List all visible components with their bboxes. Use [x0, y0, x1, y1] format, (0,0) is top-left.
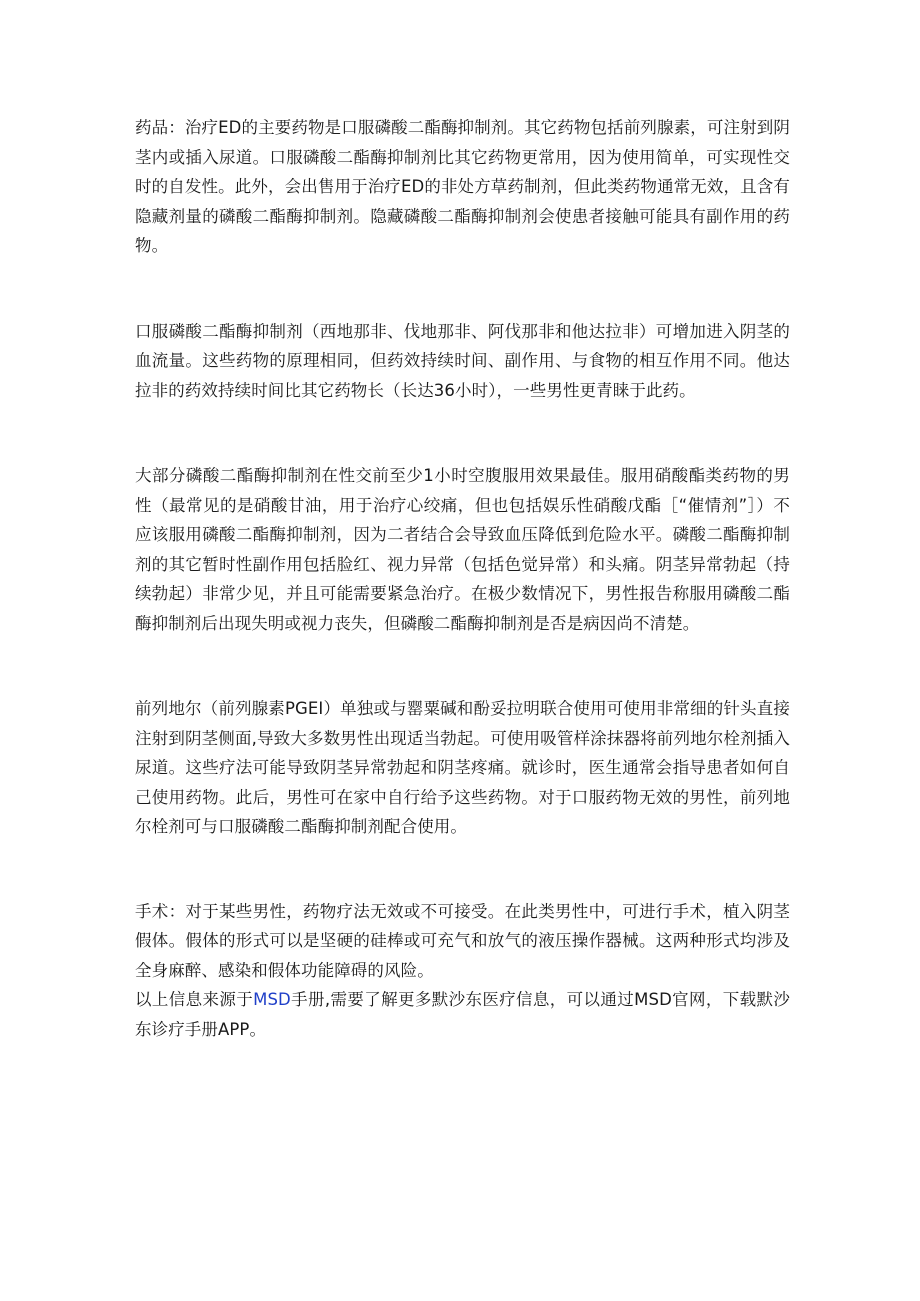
paragraph-spacer — [135, 405, 790, 461]
paragraph-medications: 药品：治疗ED的主要药物是口服磷酸二酯酶抑制剂。其它药物包括前列腺素，可注射到阴茎内或插入尿道。口服磷酸二酯酶抑制剂比其它药物更常用，因为使用简单，可实现性交时的自发性。此外，会出售用于治疗ED的非处方草药制剂，但此类药物通常无效，且含有隐藏剂量的磷酸二酯酶抑制剂。隐藏磷酸二酯酶抑制剂会使患者接触可能具有副作用的药物。 — [135, 118, 790, 255]
paragraph-surgery: 手术：对于某些男性，药物疗法无效或不可接受。在此类男性中，可进行手术，植入阴茎假体。假体的形式可以是坚硬的硅棒或可充气和放气的液压操作器械。这两种形式均涉及全身麻醉、感染和假体功能障碍的风险。 — [135, 901, 790, 980]
msd-link[interactable]: MSD — [253, 990, 291, 1009]
paragraph-spacer — [135, 261, 790, 317]
paragraph-spacer — [135, 842, 790, 897]
source-note — [135, 985, 790, 1044]
paragraph-alprostadil: 前列地尔（前列腺素PGEI）单独或与罂粟碱和酚妥拉明联合使用可使用非常细的针头直接注射到阴茎侧面,导致大多数男性出现适当勃起。可使用吸管样涂抹器将前列地尔栓剂插入尿道。这些疗法可能导致阴茎异常勃起和阴茎疼痛。就诊时，医生通常会指导患者如何自己使用药物。此后，男性可在家中自行给予这些药物。对于口服药物无效的男性，前列地尔栓剂可与口服磷酸二酯酶抑制剂配合使用。 — [135, 699, 790, 836]
paragraph-spacer — [135, 638, 790, 694]
paragraph-usage-and-side-effects: 大部分磷酸二酯酶抑制剂在性交前至少1小时空腹服用效果最佳。服用硝酸酯类药物的男性（最常见的是硝酸甘油，用于治疗心绞痛，但也包括娱乐性硝酸戊酯［“催情剂”］）不应该服用磷酸二酯酶抑制剂，因为二者结合会导致血压降低到危险水平。磷酸二酯酶抑制剂的其它暂时性副作用包括脸红、视力异常（包括色觉异常）和头痛。阴茎异常勃起（持续勃起）非常少见，并且可能需要紧急治疗。在极少数情况下，男性报告称服用磷酸二酯酶抑制剂后出现失明或视力丧失，但磷酸二酯酶抑制剂是否是病因尚不清楚。 — [135, 466, 790, 633]
document-body — [135, 113, 790, 1044]
source-note-suffix: 手册,需要了解更多默沙东医疗信息，可以通过MSD官网，下载默沙东诊疗手册APP。 — [135, 990, 790, 1039]
paragraph-oral-pde5-inhibitors: 口服磷酸二酯酶抑制剂（西地那非、伐地那非、阿伐那非和他达拉非）可增加进入阴茎的血流量。这些药物的原理相同，但药效持续时间、副作用、与食物的相互作用不同。他达拉非的药效持续时间比其它药物长（长达36小时），一些男性更青睐于此药。 — [135, 321, 790, 400]
source-note-prefix: 以上信息来源于 — [135, 990, 254, 1009]
